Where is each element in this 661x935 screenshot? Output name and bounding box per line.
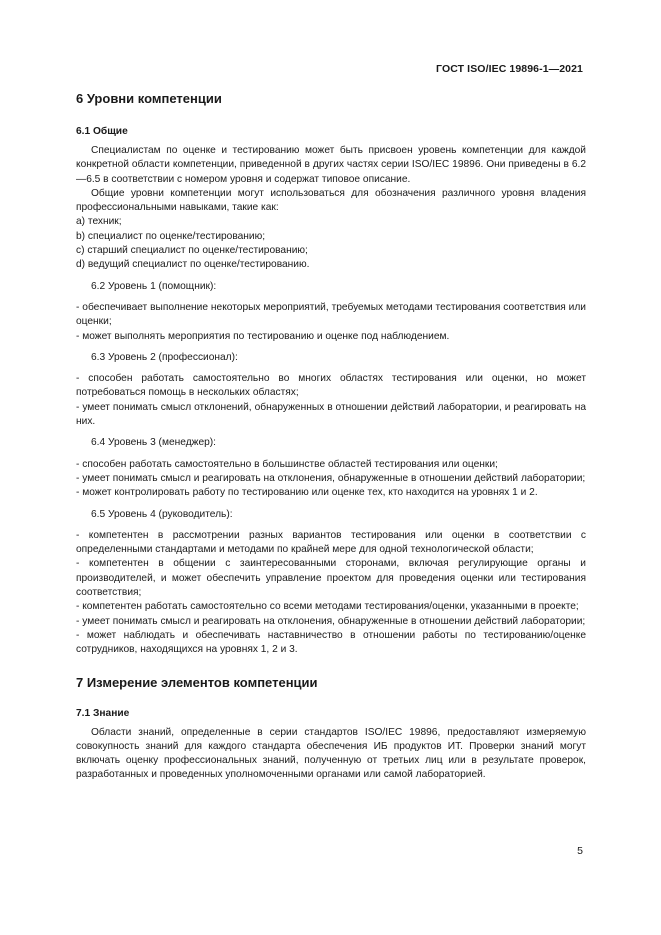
list-item: - может наблюдать и обеспечивать наставничество в отношении работы по тестированию/оценке сотрудников, находящихся на уровнях 1, 2 и 3. [76,629,586,656]
list-item: - умеет понимать смысл и реагировать на отклонения, обнаруженные в отношении действий лаборатории; [76,472,586,484]
list-item: b) специалист по оценке/тестированию; [76,230,266,242]
document-body [76,90,586,783]
list-item: - способен работать самостоятельно в большинстве областей тестирования или оценки; [76,458,498,470]
paragraph: Области знаний, определенные в серии стандартов ISO/IEC 19896, предоставляют измеряемую совокупность знаний для каждого стандарта обеспечения ИБ продуктов ИТ. Проверки знаний могут включать оценку профессиональных знаний, полученную от третьих лиц или в результате проверок, разработанных и проведенных уполномоченными органами или самой лабораторией. [76,726,586,781]
subsection-7-1-title: 7.1 Знание [76,707,130,719]
list-item: c) старший специалист по оценке/тестированию; [76,245,308,257]
list-item: - умеет понимать смысл отклонений, обнаруженных в отношении действий лаборатории, и реагировать на них. [76,401,586,428]
list-item: - умеет понимать смысл и реагировать на отклонения, обнаруженные в отношении действий лаборатории; [76,615,586,627]
level-1-title: 6.2 Уровень 1 (помощник): [91,280,217,292]
list-item: - компетентен в рассмотрении разных вариантов тестирования или оценки в соответствии с определенными стандартами и методами по крайней мере для одной технологической области; [76,529,586,556]
list-item: - способен работать самостоятельно во многих областях тестирования или оценки, но может потребоваться помощь в нескольких областях; [76,373,586,399]
paragraph: Общие уровни компетенции могут использоваться для обозначения различного уровня владения профессиональными навыками, такие как: [76,187,586,214]
section-7-title: 7 Измерение элементов компетенции [76,674,318,690]
section-6-title: 6 Уровни компетенции [76,91,222,106]
list-item: а) техник; [76,216,122,228]
list-item: - может выполнять мероприятия по тестированию и оценке под наблюдением. [76,330,450,342]
page-number: 5 [577,845,583,857]
level-2-title: 6.3 Уровень 2 (профессионал): [91,351,238,363]
list-item: - компетентен работать самостоятельно со всеми методами тестирования/оценки, указанными в проекте; [76,601,579,613]
level-4-title: 6.5 Уровень 4 (руководитель): [91,508,233,520]
level-3-title: 6.4 Уровень 3 (менеджер): [91,437,217,449]
document-code: ГОСТ ISO/IEC 19896-1—2021 [436,63,583,75]
list-item: - может контролировать работу по тестированию или оценке тех, кто находится на уровнях 1 и 2. [76,487,538,499]
subsection-6-1-title: 6.1 Общие [76,126,128,137]
list-item: - компетентен в общении с заинтересованными сторонами, включая регулирующие органы и производителей, и может обеспечить управление проектом для проведения оценки или тестирования соответствия; [76,558,586,599]
list-item: - обеспечивает выполнение некоторых мероприятий, требуемых методами тестирования соответствия или оценки; [76,301,586,328]
list-item: d) ведущий специалист по оценке/тестированию. [76,259,310,271]
paragraph: Специалистам по оценке и тестированию может быть присвоен уровень компетенции для каждой конкретной области компетенции, приведенной в других частях серии ISO/IEC 19896. Они приведены в 6.2—6.5 в соответствии с номером уровня и содержат типовое описание. [76,145,586,185]
